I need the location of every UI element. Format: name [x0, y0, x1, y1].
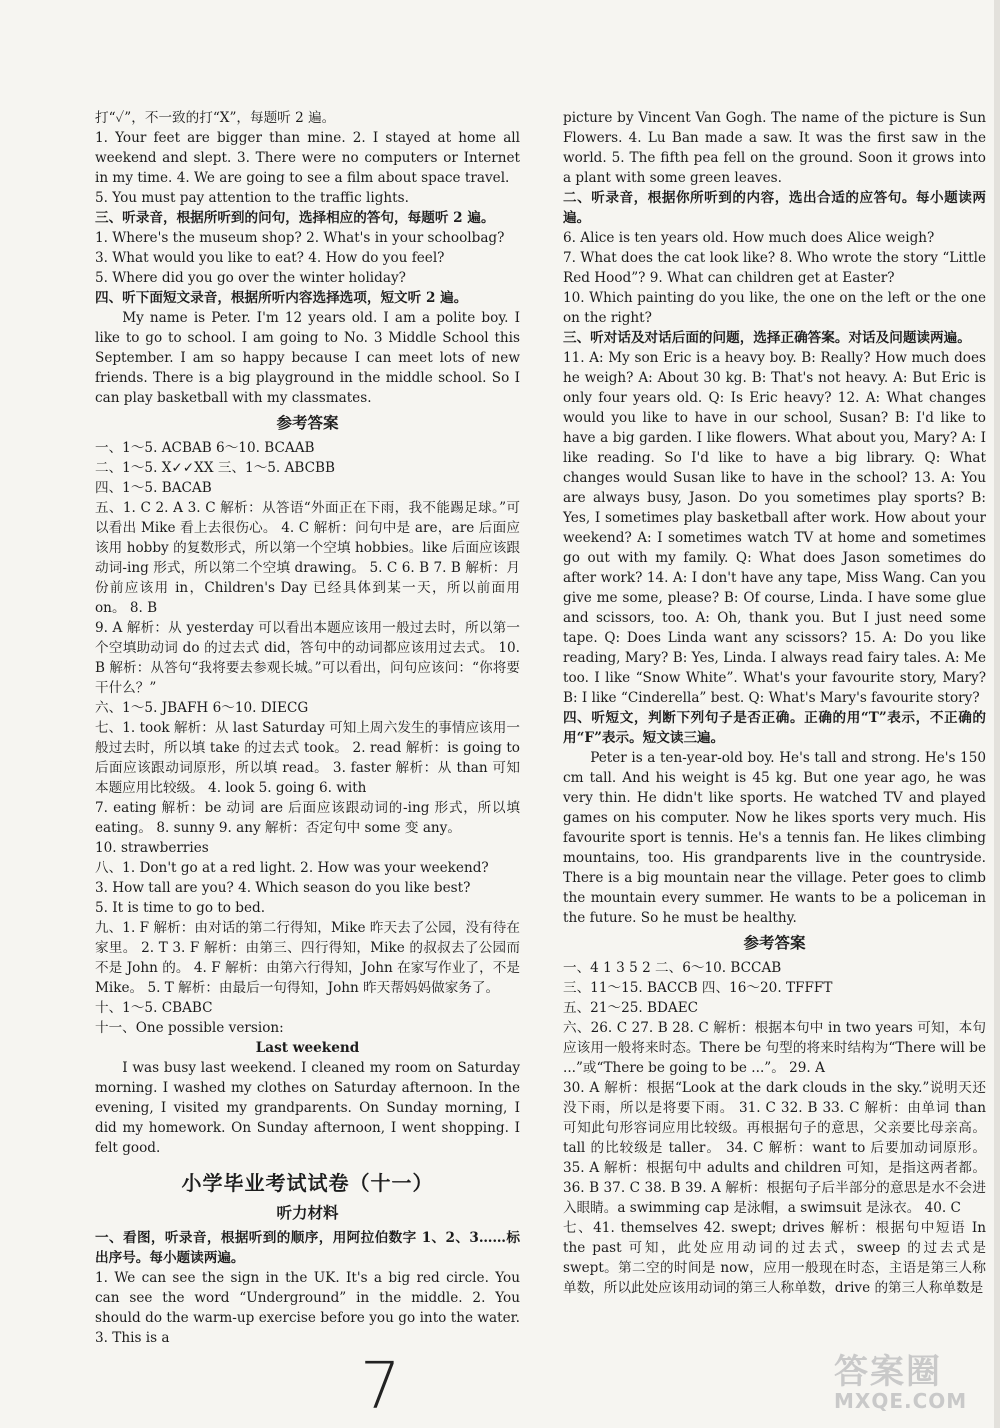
answer-line: 六、26. C 27. B 28. C 解析：根据本句中 in two years 可知，本句应该用一般将来时态。There be 句型的将来时结构为“There will be ...”或“There be going to be ...”。 29. A: [563, 1020, 986, 1076]
answer-line: 六、1～5. JBAFH 6～10. DIECG: [95, 700, 309, 716]
dialogue-text: 11. A: My son Eric is a heavy boy. B: Really? How much does he weigh? A: About 30 kg. B: That's not heavy. A: But Eric is only four years old. Q: Is Eric heavy? 12. A: What changes would you like to have in our school, Susan? B: I'd like to have a big garden. I like flowers. What about you, Mary? A: I like reading. So I'd like to have a big library. Q: What changes would Susan like to have in the school? 13. A: You are always busy, Jason. Do you sometimes play sports? B: Yes, I sometimes play basketball after work. How about your weekend? A: I sometimes watch TV at home and sometimes go out with my family. Q: What does Jason sometimes do after work? 14. A: I don't have any tape, Miss Wang. Can you give me some, please? B: Of course, Linda. I have some glue and scissors, too. A: Oh, thank you. But I just need some tape. Q: Does Linda want any scissors? 15. A: Do you like reading, Mary? B: Yes, Linda. I always read fairy tales. A: Me too. I like “Snow White”. What's your favourite story, Mary? B: I like “Cinderella” best. Q: What's Mary's favourite story?: [563, 350, 986, 706]
text-line: 5. You must pay attention to the traffic lights.: [95, 190, 409, 206]
text-line: 1. Where's the museum shop? 2. What's in your schoolbag?: [95, 230, 505, 246]
essay-title: Last weekend: [255, 1040, 360, 1056]
text-line: 7. What does the cat look like? 8. Who wrote the story “Little Red Hood”? 9. What can children get at Easter?: [563, 250, 986, 286]
text-line: 5. Where did you go over the winter holiday?: [95, 270, 406, 286]
answer-line: 三、11～15. BACCB 四、16～20. TFFFT: [563, 980, 833, 996]
page-edge: [994, 0, 1000, 1428]
answer-heading: 参考答案: [743, 933, 806, 952]
watermark-url: MXQE.COM: [834, 1389, 968, 1413]
passage-paragraph: My name is Peter. I'm 12 years old. I am a polite boy. I like to go to school. I am going to No. 3 Middle School this September. I am so happy because I can meet lots of new friends. There is a big playground in the middle school. So I can play basketball with my classmates.: [95, 310, 520, 406]
page-number: 7: [360, 1350, 401, 1424]
answer-line: 八、1. Don't go at a red light. 2. How was your weekend?: [95, 860, 489, 876]
text-line: 1. We can see the sign in the UK. It's a big red circle. You can see the word “Underground” in the middle. 2. You should do the warm-up exercise before you go into the water. 3. This is a: [95, 1270, 520, 1346]
answer-line: 五、1. C 2. A 3. C 解析：从答语“外面正在下雨，我不能踢足球。”可以看出 Mike 看上去很伤心。 4. C 解析：问句中是 are，are 后面应该用 hobby 的复数形式，所以第一个空填 hobbies。like 后面应该跟动词-ing 形式，所以第二个空填 drawing。 5. C 6. B 7. B 解析：月份前应该用 in，Children's Day 已经具体到某一天，所以前面用 on。 8. B: [95, 500, 520, 616]
answer-line: 7. eating 解析：be 动词 are 后面应该跟动词的-ing 形式，所以填 eating。 8. sunny 9. any 解析：否定句中 some 变 any。: [95, 800, 520, 836]
answer-line: 四、1～5. BACAB: [95, 480, 212, 496]
answer-line: 九、1. F 解析：由对话的第二行得知，Mike 昨天去了公园，没有待在家里。 2. T 3. F 解析：由第三、四行得知，Mike 的叔叔去了公园而不是 John 的。 4. F 解析：由第六行得知，John 在家写作业了，不是 Mike。 5. T 解析：由最后一句得知，John 昨天帮妈妈做家务了。: [95, 920, 520, 996]
text-line: 10. Which painting do you like, the one on the left or the one on the right?: [563, 290, 986, 326]
answer-line: 二、1～5. X✓✓XX 三、1～5. ABCBB: [95, 460, 336, 476]
answer-line: 一、4 1 3 5 2 二、6～10. BCCAB: [563, 960, 782, 976]
answer-line: 30. A 解析：根据“Look at the dark clouds in the sky.”说明天还没下雨，所以是将要下雨。 31. C 32. B 33. C 解析：由单词 than 可知此句形容词应用比较级。再根据句子的意思，父亲要比母亲高。tall 的比较级是 taller。 34. C 解析：want to 后要加动词原形。 35. A 解析：根据句中 adults and children 可知，是指这两者都。 36. B 37. C 38. B 39. A 解析：根据句子后半部分的意思是水不会进入眼睛。a swimming cap 是泳帽，a swimsuit 是泳衣。 40. C: [563, 1080, 986, 1216]
text-line: 1. Your feet are bigger than mine. 2. I stayed at home all weekend and slept. 3. There were no computers or Internet in my time. 4. We are going to see a film about space travel.: [95, 130, 520, 186]
section-heading: 二、听录音，根据你所听到的内容，选出合适的应答句。每小题读两遍。: [563, 190, 986, 226]
essay-paragraph: I was busy last weekend. I cleaned my room on Saturday morning. I washed my clothes on Saturday afternoon. In the evening, I visited my grandparents. On Sunday morning, I did my homework. On Sunday afternoon, I went shopping. I felt good.: [95, 1060, 520, 1156]
watermark-text: 答案圈: [834, 1352, 942, 1392]
answer-line: 七、1. took 解析：从 last Saturday 可知上周六发生的事情应该用一般过去时，所以填 take 的过去式 took。 2. read 解析：is going to 后面应该跟动词原形，所以填 read。 3. faster 解析：从 than 可知本题应用比较级。 4. look 5. going 6. with: [95, 720, 520, 796]
right-column: [563, 108, 986, 1298]
answer-line: 3. How tall are you? 4. Which season do you like best?: [95, 880, 471, 896]
watermark: [834, 1354, 984, 1414]
answer-line: 十一、One possible version:: [95, 1020, 284, 1036]
answer-line: 十、1～5. CBABC: [95, 1000, 213, 1016]
answer-heading: 参考答案: [276, 413, 339, 432]
text-line: 3. What would you like to eat? 4. How do you feel?: [95, 250, 445, 266]
answer-line: 一、1～5. ACBAB 6～10. BCAAB: [95, 440, 315, 456]
exam-title: 小学毕业考试试卷（十一）: [181, 1171, 434, 1195]
answer-line: 9. A 解析：从 yesterday 可以看出本题应该用一般过去时，所以第一个空填助动词 do 的过去式 did，答句中的动词都应该用过去式。 10. B 解析：从答句“我将要去参观长城。”可以看出，问句应该问：“你将要干什么？”: [95, 620, 520, 696]
section-heading: 四、听短文，判断下列句子是否正确。正确的用“T”表示，不正确的用“F”表示。短文读三遍。: [563, 710, 986, 746]
passage-paragraph: Peter is a ten-year-old boy. He's tall and strong. He's 150 cm tall. And his weight is 45 kg. But one year ago, he was very thin. He didn't like sports. He watched TV and played games on his computer. Now he likes sports very much. His favourite sport is tennis. He's a tennis fan. He likes climbing mountains, too. His grandparents live in the countryside. There is a big mountain near the village. Peter goes to climb the mountain every summer. He wants to be a policeman in the future. So he must be healthy.: [563, 750, 986, 926]
answer-line: 五、21～25. BDAEC: [563, 1000, 699, 1016]
section-heading: 三、听录音，根据所听到的问句，选择相应的答句，每题听 2 遍。: [95, 210, 495, 226]
left-column: [95, 108, 520, 1348]
text-line: 6. Alice is ten years old. How much does Alice weigh?: [563, 230, 935, 246]
listening-material-heading: 听力材料: [276, 1203, 339, 1222]
section-heading: 一、看图，听录音，根据听到的顺序，用阿拉伯数字 1、2、3……标出序号。每小题读两遍。: [95, 1230, 520, 1266]
answer-line: 七、41. themselves 42. swept; drives 解析：根据句中短语 In the past 可知，此处应用动词的过去式，sweep 的过去式是 swept。第二空的时间是 now，应用一般现在时态，主语是第三人称单数，所以此处应该用动词的第三人称单数，drive 的第三人称单数是: [563, 1220, 986, 1296]
answer-line: 10. strawberries: [95, 840, 209, 856]
section-heading: 四、听下面短文录音，根据所听内容选择选项，短文听 2 遍。: [95, 290, 468, 306]
text-line: 打“✓”，不一致的打“X”，每题听 2 遍。: [95, 110, 336, 126]
text-line: picture by Vincent Van Gogh. The name of the picture is Sun Flowers. 4. Lu Ban made a saw. It was the first saw in the world. 5. The fifth pea fell on the ground. Soon it grows into a plant with some green leaves.: [563, 110, 986, 186]
section-heading: 三、听对话及对话后面的问题，选择正确答案。对话及问题读两遍。: [563, 330, 971, 346]
answer-line: 5. It is time to go to bed.: [95, 900, 266, 916]
